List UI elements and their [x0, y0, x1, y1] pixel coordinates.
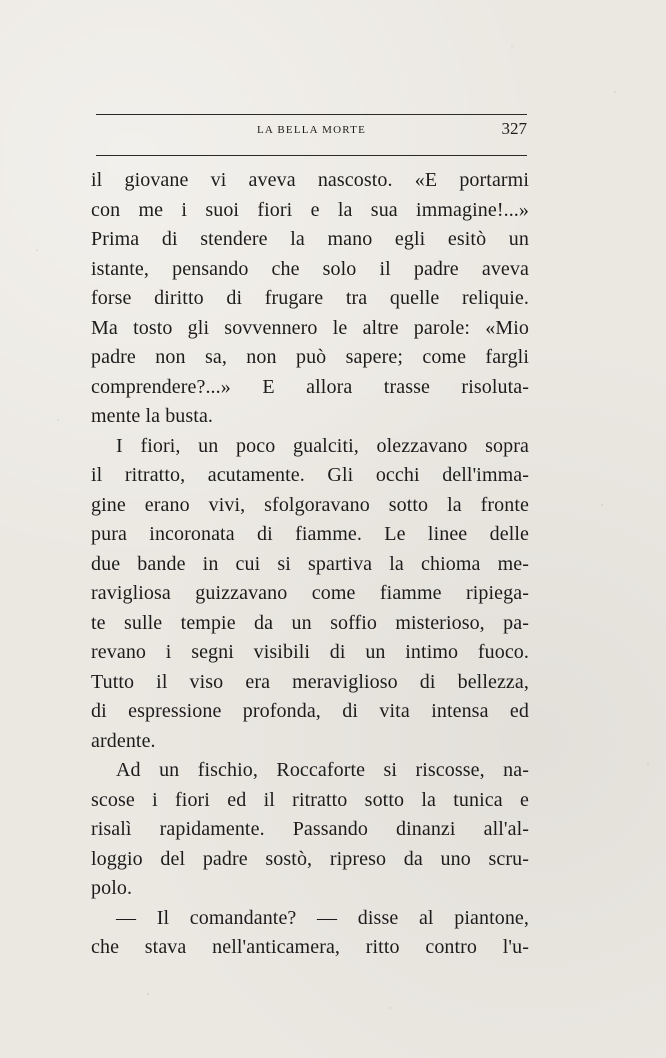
text-line: padre non sa, non può sapere; come fargli [91, 346, 529, 368]
page-body [91, 166, 529, 963]
text-line: istante, pensando che solo il padre aveva [91, 257, 529, 280]
text-line: Tutto il viso era meraviglioso di bellezza, [91, 670, 529, 693]
text-line: ardente. [91, 729, 156, 752]
text-line: te sulle tempie da un soffio misterioso, pa- [91, 611, 529, 634]
text-line: polo. [91, 877, 133, 899]
text-line: — Il comandante? — disse al piantone, [116, 906, 529, 929]
text-line: forse diritto di frugare tra quelle reliquie. [91, 287, 529, 309]
text-line: con me i suoi fiori e la sua immagine!...» [91, 198, 529, 221]
text-line: che stava nell'anticamera, ritto contro l'u- [91, 936, 529, 958]
running-title: LA BELLA MORTE [256, 124, 367, 136]
text-line: pura incoronata di fiamme. Le linee delle [91, 523, 529, 545]
text-line: loggio del padre sostò, ripreso da uno scru- [91, 847, 529, 870]
text-line: I fiori, un poco gualciti, olezzavano sopra [116, 434, 529, 457]
header-rule-top [96, 114, 527, 115]
text-line: di espressione profonda, di vita intensa ed [91, 700, 529, 722]
text-line: risalì rapidamente. Passando dinanzi all'al- [91, 818, 529, 840]
page-header [96, 108, 527, 158]
text-line: scose i fiori ed il ritratto sotto la tunica e [91, 788, 529, 811]
text-line: due bande in cui si spartiva la chioma me- [91, 552, 529, 575]
text-line: revano i segni visibili di un intimo fuoco. [91, 641, 529, 663]
text-line: Ad un fischio, Roccaforte si riscosse, na- [116, 759, 529, 781]
text-line: Ma tosto gli sovvennero le altre parole: «Mio [91, 316, 529, 339]
text-line: il ritratto, acutamente. Gli occhi dell'imma- [91, 464, 529, 486]
text-line: Prima di stendere la mano egli esitò un [91, 228, 529, 250]
text-line: comprendere?...» E allora trasse risoluta- [91, 375, 529, 398]
page-number: 327 [501, 119, 527, 138]
text-line: mente la busta. [91, 405, 214, 427]
text-line: ravigliosa guizzavano come fiamme ripiega- [91, 582, 529, 604]
text-line: gine erano vivi, sfolgoravano sotto la fronte [91, 493, 529, 516]
header-rule-bottom [96, 155, 527, 156]
text-line: il giovane vi aveva nascosto. «E portarmi [91, 169, 529, 191]
